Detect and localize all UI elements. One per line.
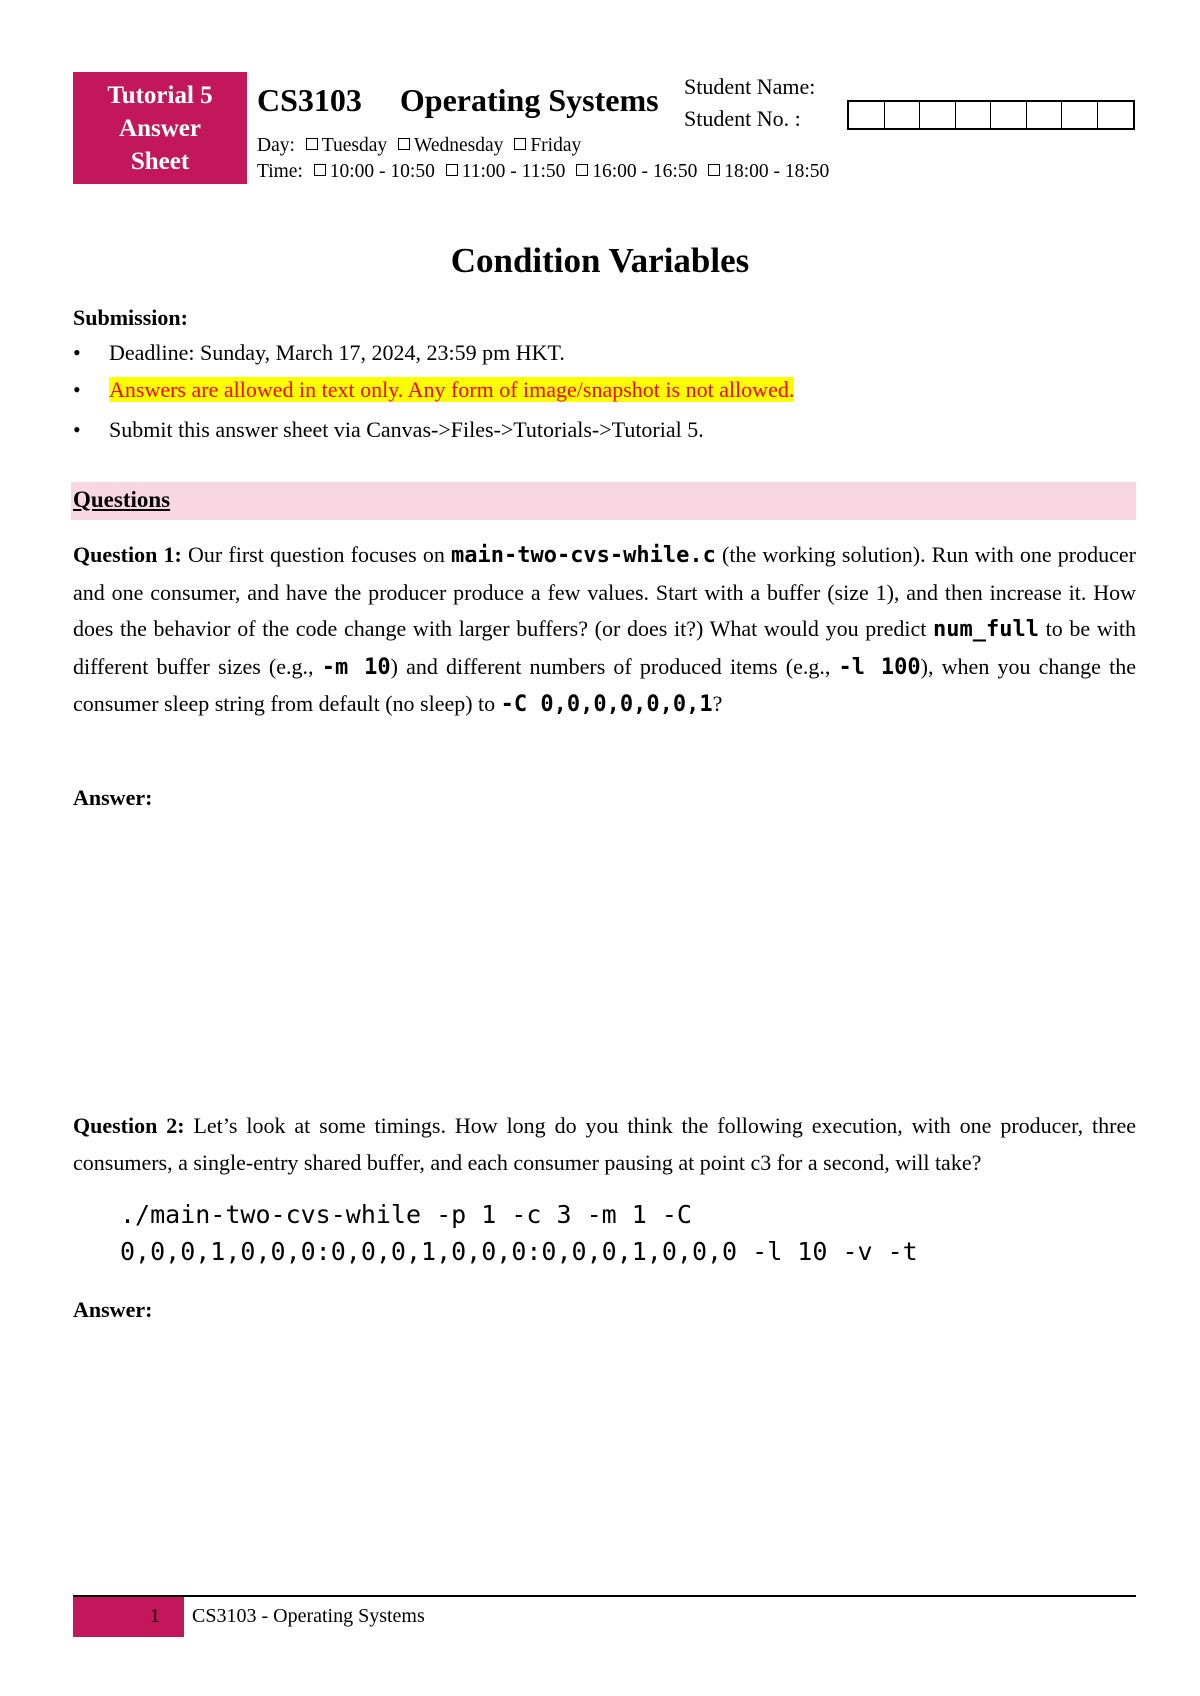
q1-text-2: (the working solution). Run with one producer and one consumer, and have the producer produce a few values. Start with a buffer (size 1), and then increase it. How does the behavior of the code change with larger buffers? (or does it?) What would you predict	[73, 542, 1136, 641]
checkbox-time-2[interactable]	[446, 164, 458, 176]
digit-box[interactable]	[1027, 102, 1063, 128]
question-1	[73, 537, 1136, 724]
question-1-label: Question 1:	[73, 542, 182, 567]
checkbox-tuesday[interactable]	[306, 138, 318, 150]
bullet-symbol: •	[73, 340, 81, 365]
q1-code-numfull: num_full	[933, 617, 1039, 642]
digit-box[interactable]	[885, 102, 921, 128]
question-2	[73, 1108, 1136, 1181]
course-name: Operating Systems	[399, 82, 659, 118]
day-label: Day:	[257, 135, 295, 156]
q1-text-4: ) and different numbers of produced items (e.g.,	[390, 653, 839, 679]
q1-text-1: Our first question focuses on	[181, 542, 451, 567]
student-no-boxes[interactable]	[847, 100, 1135, 130]
answer-2-label: Answer:	[73, 1297, 153, 1322]
digit-box[interactable]	[920, 102, 956, 128]
time-label: Time:	[257, 161, 303, 182]
checkbox-friday[interactable]	[514, 138, 526, 150]
checkbox-time-4[interactable]	[708, 164, 720, 176]
q1-text-6: ?	[712, 691, 723, 716]
bullet-symbol: •	[73, 417, 81, 442]
warning-text: Answers are allowed in text only. Any form of image/snapshot is not allowed.	[109, 377, 795, 402]
time-slot-4: 18:00 - 18:50	[724, 161, 830, 182]
q1-code-file: main-two-cvs-while.c	[450, 543, 716, 568]
answer-2-area[interactable]	[73, 1332, 1136, 1582]
q2-command-line-1: ./main-two-cvs-while -p 1 -c 3 -m 1 -C	[120, 1200, 692, 1229]
q1-text-3: to be with different buffer sizes (e.g.,	[73, 616, 1136, 679]
answer-1-area[interactable]	[73, 820, 1136, 1100]
question-2-label: Question 2:	[73, 1113, 185, 1138]
bullet-warning	[73, 377, 794, 403]
bullet-submit	[73, 417, 704, 443]
course-code: CS3103	[257, 82, 362, 118]
course-title	[257, 82, 659, 119]
checkbox-time-1[interactable]	[314, 164, 326, 176]
deadline-text: Deadline: Sunday, March 17, 2024, 23:59 pm HKT.	[109, 340, 565, 365]
badge-line-3: Sheet	[130, 147, 190, 175]
student-name-label: Student Name:	[684, 74, 816, 99]
checkbox-time-3[interactable]	[576, 164, 588, 176]
checkbox-wednesday[interactable]	[398, 138, 410, 150]
q1-code-l: -l 100	[838, 654, 921, 680]
footer-rule	[73, 1595, 1136, 1597]
q1-code-c: -C 0,0,0,0,0,0,1	[500, 692, 713, 717]
time-slot-1: 10:00 - 10:50	[329, 161, 435, 182]
day-row	[257, 135, 581, 157]
submission-heading: Submission:	[73, 305, 188, 330]
q1-code-m: -m 10	[321, 654, 391, 680]
bullet-deadline	[73, 340, 565, 366]
time-row	[257, 161, 829, 183]
digit-box[interactable]	[956, 102, 992, 128]
badge-line-1: Tutorial 5	[107, 81, 213, 109]
digit-box[interactable]	[991, 102, 1027, 128]
questions-banner	[71, 482, 1136, 520]
bullet-symbol: •	[73, 377, 81, 402]
day-tuesday: Tuesday	[321, 135, 388, 156]
q2-text: Let’s look at some timings. How long do you think the following execution, with one producer, three consumers, a single-entry shared buffer, and each consumer pausing at point c3 for a second, will take?	[73, 1113, 1136, 1175]
badge-line-2: Answer	[119, 114, 201, 142]
submit-text: Submit this answer sheet via Canvas->Files->Tutorials->Tutorial 5.	[109, 417, 704, 442]
answer-1-label: Answer:	[73, 785, 153, 810]
page-title: Condition Variables	[450, 241, 750, 280]
questions-heading: Questions	[73, 487, 171, 512]
day-wednesday: Wednesday	[414, 135, 504, 156]
digit-box[interactable]	[1098, 102, 1134, 128]
q1-text-5: ), when you change the consumer sleep string from default (no sleep) to	[73, 653, 1136, 716]
day-friday: Friday	[530, 135, 582, 156]
footer-bar	[73, 1597, 184, 1637]
time-slot-3: 16:00 - 16:50	[592, 161, 698, 182]
digit-box[interactable]	[1062, 102, 1098, 128]
student-no-label: Student No. :	[684, 106, 801, 131]
page-number: 1	[150, 1605, 160, 1627]
digit-box[interactable]	[849, 102, 885, 128]
time-slot-2: 11:00 - 11:50	[461, 161, 566, 182]
tutorial-badge	[73, 72, 247, 184]
q2-command-line-2: 0,0,0,1,0,0,0:0,0,0,1,0,0,0:0,0,0,1,0,0,0 -l 10 -v -t	[120, 1237, 918, 1266]
footer-text: CS3103 - Operating Systems	[192, 1605, 425, 1627]
